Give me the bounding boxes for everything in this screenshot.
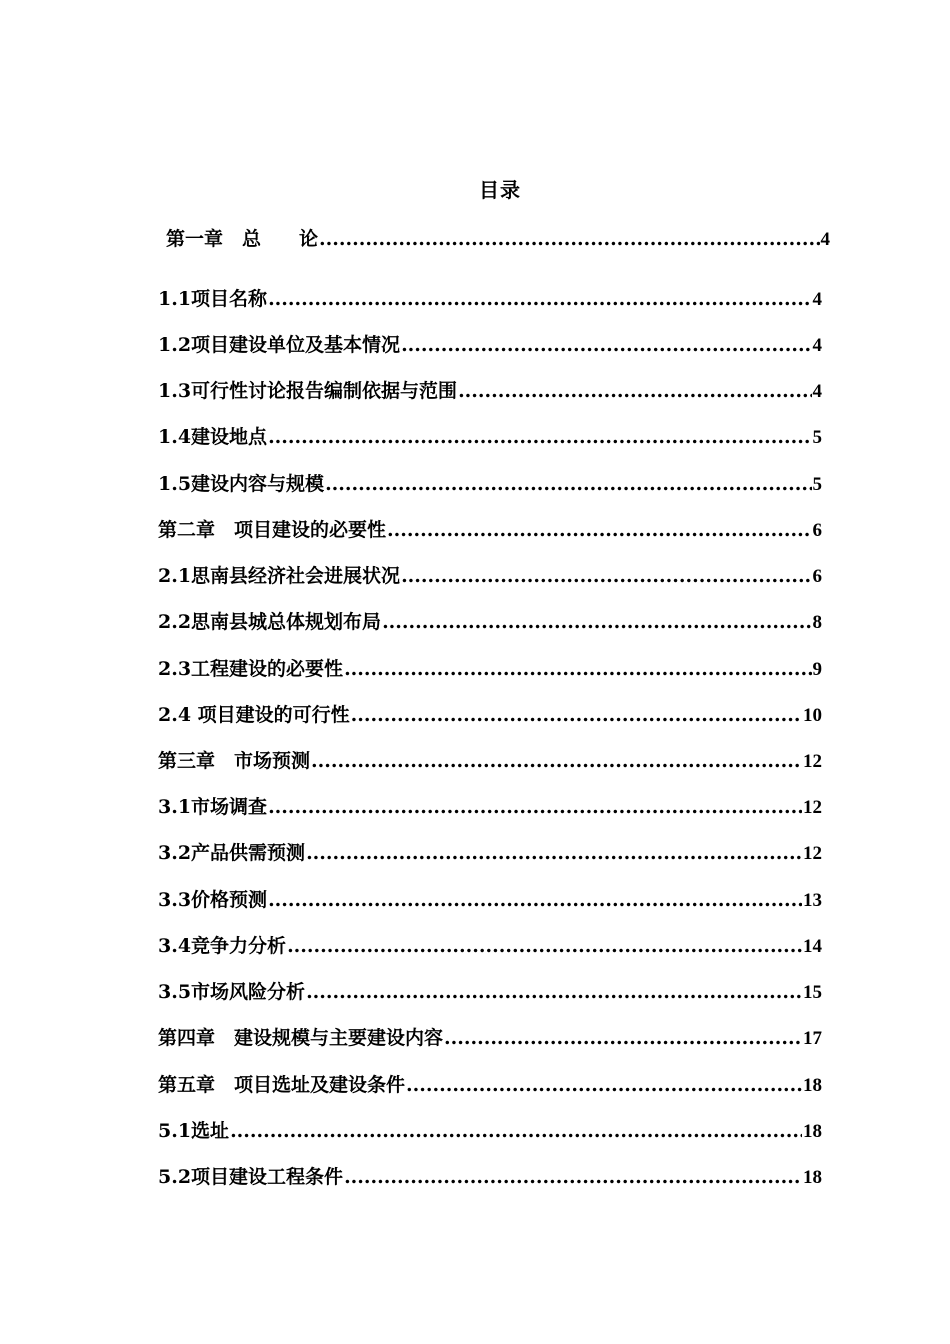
toc-leader-dots <box>311 750 802 772</box>
toc-entry[interactable] <box>158 838 822 866</box>
toc-entry-page: 5 <box>812 474 822 495</box>
toc-entry-page: 12 <box>803 797 822 818</box>
toc-title: 目录 <box>479 178 521 202</box>
toc-leader-dots <box>268 796 802 818</box>
toc-entry[interactable] <box>158 1023 822 1051</box>
toc-entry-page: 4 <box>812 335 822 356</box>
toc-entry-label: 2.4 项目建设的可行性 <box>158 704 350 726</box>
toc-entry-label: 3.3价格预测 <box>158 889 268 911</box>
toc-leader-dots <box>319 228 819 250</box>
toc-entry-page: 14 <box>803 936 822 957</box>
toc-entry[interactable] <box>158 376 822 404</box>
toc-entry-page: 12 <box>803 843 822 864</box>
toc-leader-dots <box>306 842 802 864</box>
toc-entry[interactable] <box>158 885 822 913</box>
toc-leader-dots <box>268 288 811 310</box>
toc-leader-dots <box>230 1120 802 1142</box>
toc-entry[interactable] <box>158 607 822 635</box>
toc-entry-page: 9 <box>812 659 822 680</box>
toc-entry-label: 第三章 市场预测 <box>158 750 311 772</box>
toc-entry-label: 3.1市场调查 <box>158 796 268 818</box>
toc-entry-page: 12 <box>803 751 822 772</box>
toc-entry[interactable] <box>158 931 822 959</box>
toc-entry-page: 8 <box>812 612 822 633</box>
toc-entry[interactable] <box>158 654 822 682</box>
toc-entry-label: 2.3工程建设的必要性 <box>158 658 344 680</box>
toc-entry[interactable] <box>158 746 822 774</box>
toc-leader-dots <box>351 704 802 726</box>
toc-entry[interactable] <box>158 515 822 543</box>
toc-entry[interactable] <box>166 224 830 252</box>
toc-leader-dots <box>268 889 802 911</box>
toc-leader-dots <box>306 981 802 1003</box>
toc-entry[interactable] <box>158 977 822 1005</box>
toc-leader-dots <box>382 611 811 633</box>
toc-leader-dots <box>401 334 811 356</box>
toc-entry-page: 4 <box>812 289 822 310</box>
toc-entry-label: 3.5市场风险分析 <box>158 981 306 1003</box>
toc-entry-label: 第五章 项目选址及建设条件 <box>158 1074 406 1096</box>
toc-entry[interactable] <box>158 1162 822 1190</box>
toc-leader-dots <box>444 1027 802 1049</box>
toc-entry[interactable] <box>158 792 822 820</box>
toc-entry-label: 1.1项目名称 <box>158 288 268 310</box>
toc-entry-label: 第二章 项目建设的必要性 <box>158 519 387 541</box>
toc-entry-label: 3.4竞争力分析 <box>158 935 287 957</box>
toc-entry-label: 第一章 总 论 <box>166 228 319 250</box>
toc-leader-dots <box>287 935 802 957</box>
toc-leader-dots <box>387 519 811 541</box>
toc-leader-dots <box>344 1166 802 1188</box>
toc-entry-label: 1.2项目建设单位及基本情况 <box>158 334 401 356</box>
toc-entry-label: 1.5建设内容与规模 <box>158 473 325 495</box>
toc-entry[interactable] <box>158 1116 822 1144</box>
toc-entry-label: 2.2思南县城总体规划布局 <box>158 611 382 633</box>
toc-entry-page: 5 <box>812 427 822 448</box>
toc-entry[interactable] <box>158 700 822 728</box>
toc-entry-label: 5.1选址 <box>158 1120 230 1142</box>
toc-entry-page: 17 <box>803 1028 822 1049</box>
toc-entry-label: 5.2项目建设工程条件 <box>158 1166 344 1188</box>
toc-entry-label: 3.2产品供需预测 <box>158 842 306 864</box>
toc-leader-dots <box>458 380 811 402</box>
toc-leader-dots <box>406 1074 802 1096</box>
toc-entry-label: 2.1思南县经济社会进展状况 <box>158 565 401 587</box>
toc-entry-page: 13 <box>803 890 822 911</box>
toc-leader-dots <box>344 658 811 680</box>
toc-leader-dots <box>401 565 811 587</box>
toc-entry-page: 10 <box>803 705 822 726</box>
toc-entry-page: 15 <box>803 982 822 1003</box>
toc-entry[interactable] <box>158 330 822 358</box>
toc-entry-page: 18 <box>803 1121 822 1142</box>
toc-entry-page: 6 <box>812 566 822 587</box>
toc-entry[interactable] <box>158 284 822 312</box>
toc-entry-page: 18 <box>803 1167 822 1188</box>
toc-leader-dots <box>325 473 811 495</box>
toc-entry-page: 6 <box>812 520 822 541</box>
toc-entry-label: 1.3可行性讨论报告编制依据与范围 <box>158 380 458 402</box>
toc-entry[interactable] <box>158 1070 822 1098</box>
toc-entry[interactable] <box>158 422 822 450</box>
toc-entry-page: 18 <box>803 1075 822 1096</box>
toc-entry-label: 1.4建设地点 <box>158 426 268 448</box>
toc-entry[interactable] <box>158 469 822 497</box>
toc-entry-page: 4 <box>812 381 822 402</box>
toc-entry[interactable] <box>158 561 822 589</box>
toc-leader-dots <box>268 426 811 448</box>
toc-entry-label: 第四章 建设规模与主要建设内容 <box>158 1027 444 1049</box>
toc-entry-page: 4 <box>820 229 830 250</box>
